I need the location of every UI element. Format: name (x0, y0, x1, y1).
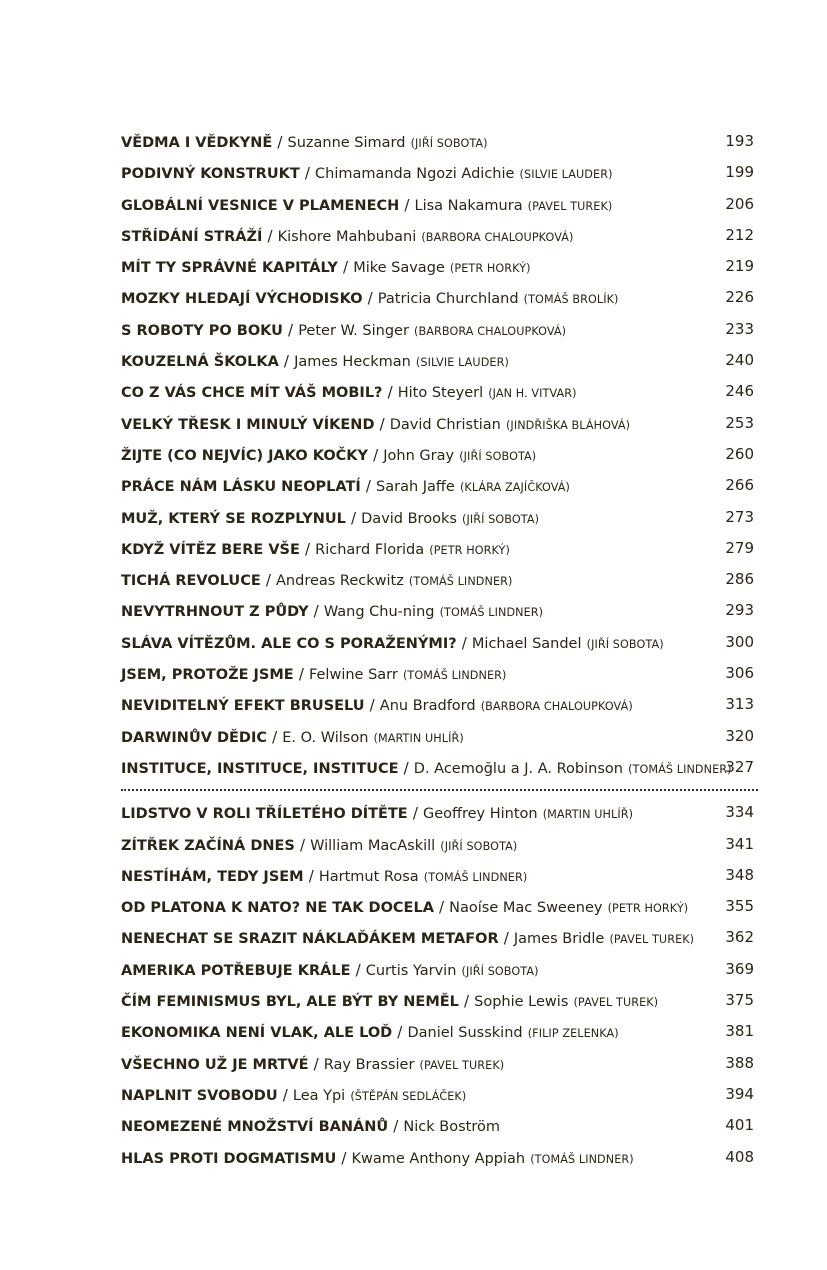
toc-entry (121, 658, 754, 689)
chapter-title: TICHÁ REVOLUCE (121, 573, 261, 590)
toc-entry (121, 860, 754, 891)
chapter-title: VELKÝ TŘESK I MINULÝ VÍKEND (121, 416, 375, 433)
chapter-title: NEVIDITELNÝ EFEKT BRUSELU (121, 698, 365, 715)
toc-entry (121, 689, 754, 720)
chapter-title: CO Z VÁS CHCE MÍT VÁŠ MOBIL? (121, 385, 383, 402)
toc-entry-text (121, 721, 464, 754)
title-author-separator: / (404, 195, 410, 214)
page-number: 246 (725, 382, 754, 401)
chapter-author: Richard Florida (315, 541, 425, 558)
chapter-title: VŠECHNO UŽ JE MRTVÉ (121, 1056, 309, 1073)
table-of-contents (121, 126, 754, 1173)
chapter-translator: (JIŘÍ SOBOTA) (586, 637, 664, 651)
toc-entry-text (121, 627, 664, 660)
chapter-author: Kishore Mahbubani (277, 228, 417, 245)
page-number: 199 (725, 163, 754, 182)
chapter-translator: (PAVEL TUREK) (609, 933, 695, 947)
toc-entry-text (121, 829, 517, 862)
chapter-author: Michael Sandel (471, 635, 582, 652)
toc-entry (121, 627, 754, 658)
toc-entry-text (121, 1079, 466, 1112)
chapter-title: S ROBOTY PO BOKU (121, 322, 283, 339)
toc-entry (121, 439, 754, 470)
toc-entry (121, 189, 754, 220)
chapter-author: Chimamanda Ngozi Adichie (315, 166, 515, 183)
chapter-translator: (JIŘÍ SOBOTA) (459, 449, 537, 463)
chapter-author: Curtis Yarvin (365, 962, 457, 979)
chapter-author: E. O. Wilson (282, 729, 369, 746)
toc-entry-text (121, 157, 613, 190)
toc-entry-text (121, 282, 619, 315)
chapter-translator: (MARTIN UHLÍŘ) (542, 808, 634, 822)
title-author-separator: / (387, 383, 393, 402)
chapter-translator: (JIŘÍ SOBOTA) (440, 839, 518, 853)
toc-entry (121, 282, 754, 313)
toc-entry (121, 376, 754, 407)
chapter-translator: (ŠTĚPÁN SEDLÁČEK) (350, 1089, 467, 1103)
page-number: 212 (725, 225, 754, 244)
chapter-title: NAPLNIT SVOBODU (121, 1087, 278, 1104)
toc-entry (121, 220, 754, 251)
title-author-separator: / (265, 571, 271, 590)
chapter-title: MUŽ, KTERÝ SE ROZPLYNUL (121, 510, 346, 527)
chapter-title: KOUZELNÁ ŠKOLKA (121, 354, 279, 371)
toc-entry (121, 251, 754, 282)
chapter-title: OD PLATONA K NATO? NE TAK DOCELA (121, 900, 434, 917)
chapter-author: Suzanne Simard (287, 135, 406, 151)
chapter-translator: (TOMÁŠ LINDNER) (530, 1152, 634, 1166)
chapter-translator: (KLÁRA ZAJÍČKOVÁ) (459, 481, 571, 495)
page-number: 260 (725, 444, 754, 463)
chapter-author: Peter W. Singer (298, 322, 409, 339)
chapter-author: David Brooks (361, 510, 457, 527)
chapter-title: GLOBÁLNÍ VESNICE V PLAMENECH (121, 197, 400, 214)
chapter-author: Andreas Reckwitz (276, 573, 404, 590)
chapter-translator: (PETR HORKÝ) (429, 543, 510, 557)
chapter-title: PODIVNÝ KONSTRUKT (121, 166, 300, 183)
page-number: 266 (725, 476, 754, 495)
toc-entry-text (121, 797, 633, 830)
toc-entry-text (121, 752, 732, 785)
page-number: 240 (725, 351, 754, 370)
chapter-author: Mike Savage (353, 260, 445, 277)
toc-entry-text (121, 860, 527, 893)
chapter-translator: (FILIP ZELENKA) (527, 1027, 619, 1041)
title-author-separator: / (393, 1117, 399, 1136)
page-number: 273 (725, 507, 754, 526)
chapter-author: Patricia Churchland (377, 291, 519, 308)
toc-entry-text (121, 1142, 634, 1175)
toc-entry (121, 157, 754, 188)
chapter-translator: (PAVEL TUREK) (527, 199, 613, 213)
title-author-separator: / (365, 477, 371, 496)
page-number: 334 (725, 803, 754, 822)
title-author-separator: / (341, 1148, 347, 1167)
title-author-separator: / (277, 133, 283, 151)
title-author-separator: / (313, 602, 319, 621)
title-author-separator: / (350, 508, 357, 527)
chapter-translator: (TOMÁŠ LINDNER) (423, 870, 528, 884)
title-author-separator: / (305, 539, 311, 558)
chapter-translator: (JIŘÍ SOBOTA) (461, 964, 539, 978)
title-author-separator: / (439, 898, 445, 917)
chapter-author: Wang Chu-ning (323, 604, 435, 621)
title-author-separator: / (343, 258, 349, 277)
page-number: 253 (725, 413, 754, 432)
toc-entry (121, 1110, 754, 1141)
toc-entry-text (121, 891, 688, 924)
chapter-title: LIDSTVO V ROLI TŘÍLETÉHO DÍTĚTE (121, 806, 408, 823)
page-number: 369 (725, 959, 754, 978)
page-number: 226 (725, 288, 754, 307)
toc-entry (121, 1016, 754, 1047)
chapter-translator: (BARBORA CHALOUPKOVÁ) (414, 324, 567, 338)
toc-section-2 (121, 797, 754, 1173)
toc-entry (121, 1142, 754, 1173)
chapter-author: Sophie Lewis (474, 994, 569, 1011)
chapter-translator: (BARBORA CHALOUPKOVÁ) (480, 700, 633, 714)
toc-entry (121, 595, 754, 626)
toc-entry-text (121, 1016, 619, 1049)
title-author-separator: / (308, 866, 314, 885)
page-number: 300 (725, 632, 754, 651)
chapter-author: Ray Brassier (323, 1056, 415, 1073)
toc-entry (121, 470, 754, 501)
page-number: 355 (725, 897, 754, 916)
toc-entry-text (121, 564, 512, 597)
toc-entry-text (121, 220, 573, 253)
toc-entry-text (121, 251, 531, 284)
page-number: 401 (725, 1116, 754, 1135)
chapter-author: Felwine Sarr (308, 667, 398, 684)
toc-entry-text (121, 922, 694, 955)
toc-entry (121, 502, 754, 533)
chapter-title: NESTÍHÁM, TEDY JSEM (121, 868, 304, 885)
toc-entry (121, 533, 754, 564)
toc-entry-text (121, 345, 509, 378)
title-author-separator: / (313, 1054, 319, 1073)
toc-entry (121, 1079, 754, 1110)
chapter-title: DARWINŮV DĚDIC (121, 729, 268, 746)
chapter-translator: (SILVIE LAUDER) (415, 356, 509, 370)
title-author-separator: / (379, 414, 385, 433)
page-number: 279 (725, 538, 754, 557)
toc-entry (121, 752, 754, 783)
chapter-title: INSTITUCE, INSTITUCE, INSTITUCE (121, 760, 399, 777)
title-author-separator: / (461, 633, 467, 652)
toc-entry-text (121, 470, 570, 503)
title-author-separator: / (304, 164, 310, 183)
page-number: 306 (725, 664, 754, 683)
toc-entry-text (121, 595, 543, 628)
page-number: 286 (725, 570, 754, 589)
toc-section-1 (121, 126, 754, 783)
chapter-title: EKONOMIKA NENÍ VLAK, ALE LOĎ (121, 1025, 393, 1042)
toc-entry (121, 891, 754, 922)
toc-entry (121, 408, 754, 439)
page-number: 193 (725, 132, 754, 150)
toc-entry-text (121, 189, 612, 222)
toc-entry (121, 985, 754, 1016)
toc-entry (121, 126, 754, 157)
title-author-separator: / (272, 727, 278, 746)
chapter-author: Hito Steyerl (397, 385, 484, 402)
chapter-title: ZÍTŘEK ZAČÍNÁ DNES (121, 837, 295, 854)
page-number: 388 (725, 1053, 754, 1072)
toc-entry (121, 954, 754, 985)
title-author-separator: / (298, 665, 304, 684)
toc-entry-text (121, 689, 633, 722)
page-number: 219 (725, 257, 754, 276)
chapter-translator: (TOMÁŠ LINDNER) (408, 575, 513, 589)
toc-entry-text (121, 658, 507, 691)
chapter-title: ŽIJTE (CO NEJVÍC) JAKO KOČKY (121, 447, 369, 464)
chapter-translator: (PETR HORKÝ) (607, 902, 689, 916)
page-number: 348 (725, 865, 754, 884)
page-number: 362 (725, 928, 754, 947)
title-author-separator: / (282, 1085, 288, 1104)
toc-entry (121, 922, 754, 953)
chapter-title: NEOMEZENÉ MNOŽSTVÍ BANÁNŮ (121, 1119, 389, 1136)
toc-entry (121, 345, 754, 376)
page-number: 320 (725, 726, 754, 745)
toc-entry-text (121, 1048, 504, 1081)
toc-entry-text (121, 533, 510, 566)
title-author-separator: / (288, 320, 294, 339)
chapter-author: Daniel Susskind (407, 1025, 523, 1042)
toc-entry-text (121, 376, 577, 409)
title-author-separator: / (373, 445, 379, 464)
title-author-separator: / (355, 960, 361, 979)
chapter-author: Anu Bradford (379, 698, 476, 715)
page-number: 293 (725, 601, 754, 620)
toc-entry (121, 829, 754, 860)
chapter-author: Hartmut Rosa (318, 868, 419, 885)
chapter-author: James Heckman (294, 354, 411, 371)
toc-entry (121, 314, 754, 345)
chapter-author: John Gray (383, 447, 455, 464)
page-number: 394 (725, 1084, 754, 1103)
title-author-separator: / (412, 804, 418, 823)
title-author-separator: / (299, 835, 306, 854)
chapter-title: SLÁVA VÍTĚZŮM. ALE CO S PORAŽENÝMI? (121, 635, 457, 652)
chapter-title: ČÍM FEMINISMUS BYL, ALE BÝT BY NEMĚL (121, 994, 459, 1011)
title-author-separator: / (403, 758, 409, 777)
chapter-author: William MacAskill (310, 837, 436, 854)
dotted-divider (121, 789, 758, 791)
chapter-translator: (PAVEL TUREK) (419, 1058, 505, 1072)
chapter-translator: (TOMÁŠ LINDNER) (402, 669, 507, 683)
chapter-title: VĚDMA I VĚDKYNĚ (121, 135, 273, 151)
title-author-separator: / (369, 696, 375, 715)
chapter-title: KDYŽ VÍTĚZ BERE VŠE (121, 541, 300, 558)
title-author-separator: / (397, 1023, 403, 1042)
chapter-author: Lea Ypi (292, 1087, 346, 1104)
chapter-author: Naoíse Mac Sweeney (449, 900, 603, 917)
chapter-author: Sarah Jaffe (376, 479, 455, 496)
toc-entry-text (121, 502, 539, 535)
toc-entry (121, 564, 754, 595)
title-author-separator: / (503, 929, 509, 948)
chapter-title: HLAS PROTI DOGMATISMU (121, 1150, 337, 1167)
page-number: 206 (725, 194, 754, 213)
title-author-separator: / (283, 352, 289, 371)
page-number: 375 (725, 991, 754, 1010)
toc-entry (121, 1048, 754, 1079)
chapter-translator: (JIŘÍ SOBOTA) (462, 512, 540, 526)
chapter-author: Lisa Nakamura (414, 197, 523, 214)
toc-entry-text (121, 408, 630, 441)
chapter-translator: (JAN H. VITVAR) (488, 387, 577, 401)
page-number: 313 (725, 695, 754, 714)
chapter-translator: (MARTIN UHLÍŘ) (373, 731, 464, 745)
page-number: 408 (725, 1147, 754, 1166)
toc-entry-text (121, 985, 658, 1018)
chapter-author: Nick Boström (403, 1119, 500, 1136)
chapter-author: D. Acemoğlu a J. A. Robinson (413, 760, 623, 777)
toc-entry (121, 797, 754, 828)
chapter-title: NENECHAT SE SRAZIT NÁKLAĎÁKEM METAFOR (121, 931, 499, 948)
chapter-title: MOZKY HLEDAJÍ VÝCHODISKO (121, 291, 363, 308)
page-number: 341 (725, 834, 754, 853)
chapter-translator: (PETR HORKÝ) (449, 262, 531, 276)
chapter-translator: (BARBORA CHALOUPKOVÁ) (421, 230, 574, 244)
chapter-title: NEVYTRHNOUT Z PŮDY (121, 604, 309, 621)
chapter-title: STŘÍDÁNÍ STRÁŽÍ (121, 228, 263, 245)
toc-entry-text (121, 314, 566, 347)
toc-entry-text (121, 954, 539, 987)
chapter-author: Kwame Anthony Appiah (351, 1150, 526, 1167)
chapter-translator: (TOMÁŠ LINDNER) (439, 606, 544, 620)
toc-entry (121, 721, 754, 752)
chapter-translator: (TOMÁŠ BROLÍK) (523, 293, 619, 307)
chapter-translator: (PAVEL TUREK) (573, 996, 659, 1010)
chapter-author: Geoffrey Hinton (422, 806, 538, 823)
chapter-author: David Christian (389, 416, 501, 433)
toc-entry-text (121, 1110, 500, 1143)
page-number: 327 (725, 757, 754, 776)
chapter-translator: (JINDŘIŠKA BLÁHOVÁ) (505, 418, 631, 432)
chapter-translator: (JIŘÍ SOBOTA) (410, 137, 488, 150)
chapter-translator: (TOMÁŠ LINDNER) (628, 762, 732, 776)
chapter-title: PRÁCE NÁM LÁSKU NEOPLATÍ (121, 479, 361, 496)
chapter-title: AMERIKA POTŘEBUJE KRÁLE (121, 962, 351, 979)
chapter-translator: (SILVIE LAUDER) (519, 168, 613, 182)
toc-entry-text (121, 439, 536, 472)
chapter-title: MÍT TY SPRÁVNÉ KAPITÁLY (121, 260, 338, 277)
toc-entry-text (121, 126, 488, 159)
chapter-author: James Bridle (513, 931, 605, 948)
page-number: 381 (725, 1022, 754, 1041)
chapter-title: JSEM, PROTOŽE JSME (121, 667, 294, 684)
title-author-separator: / (367, 289, 373, 308)
title-author-separator: / (464, 992, 470, 1011)
title-author-separator: / (267, 226, 273, 245)
page-number: 233 (725, 319, 754, 338)
